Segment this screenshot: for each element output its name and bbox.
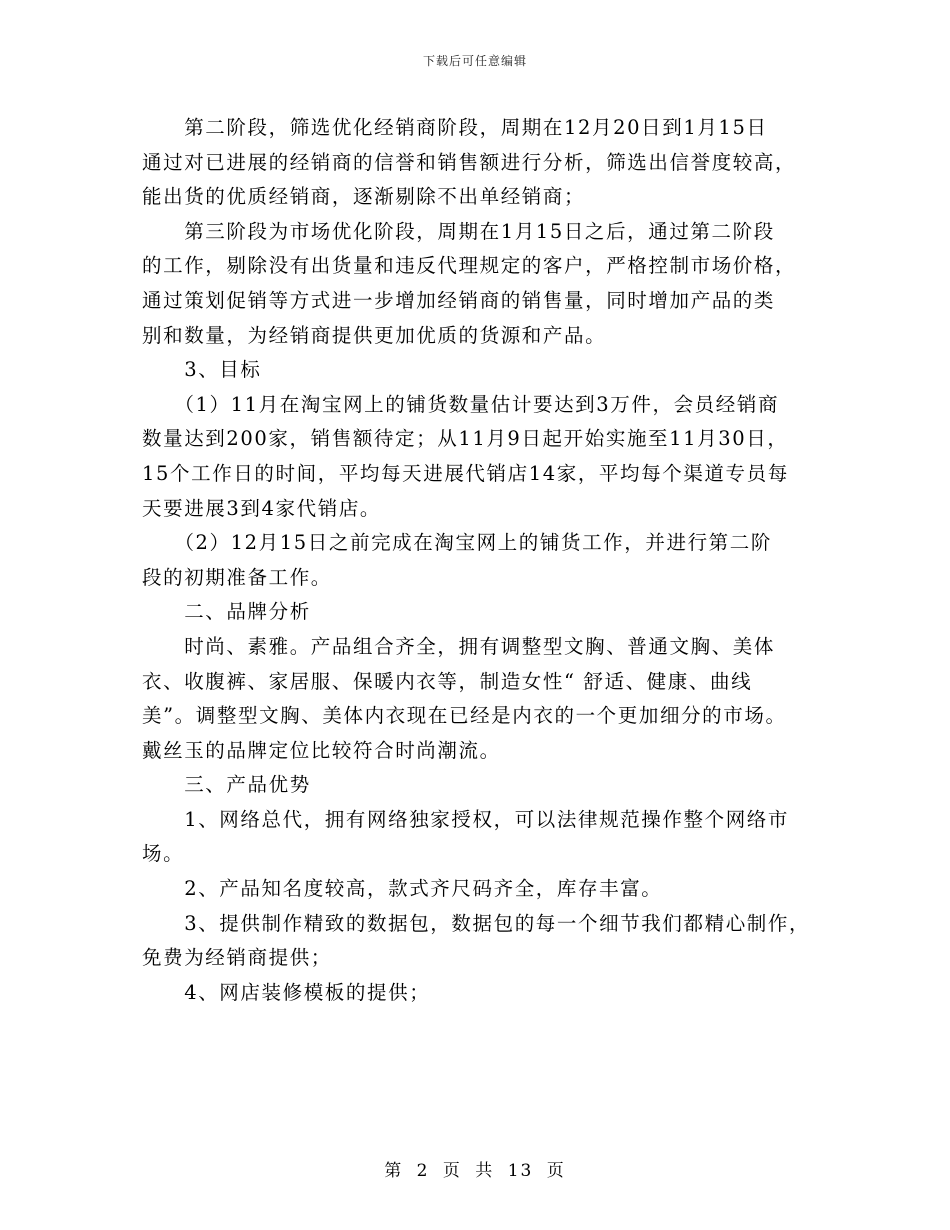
page-header: 下载后可任意编辑 [422,54,527,68]
text-line: 免费为经销商提供； [142,946,332,970]
text-line: 第三阶段为市场优化阶段，周期在1月15日之后，通过第二阶段 [142,219,775,243]
text-line: 2、产品知名度较高，款式齐尺码齐全，库存丰富。 [142,877,663,901]
text-line: 能出货的优质经销商，逐渐剔除不出单经销商； [142,185,586,209]
text-line: 3、提供制作精致的数据包，数据包的每一个细节我们都精心制作， [142,911,811,935]
text-line: 通过策划促销等方式进一步增加经销商的销售量，同时增加产品的类 [142,288,776,312]
text-line: 天要进展3到4家代销店。 [142,496,382,520]
text-line: 数量达到200家，销售额待定；从11月9日起开始实施至11月30日， [142,427,789,451]
text-line: 通过对已进展的经销商的信誉和销售额进行分析，筛选出信誉度较高， [142,150,797,174]
text-line: （2）12月15日之前完成在淘宝网上的铺货工作，并进行第二阶 [142,531,772,555]
text-line: 美”。调整型文胸、美体内衣现在已经是内衣的一个更加细分的市场。 [142,704,787,728]
text-line: 4、网店装修模板的提供； [142,980,431,1004]
text-line: 别和数量，为经销商提供更加优质的货源和产品。 [142,323,607,347]
text-line: 第二阶段，筛选优化经销商阶段，周期在12月20日到1月15日 [142,116,768,139]
text-line: 15个工作日的时间，平均每天进展代销店14家，平均每个渠道专员每 [142,461,789,485]
text-line: 时尚、素雅。产品组合齐全，拥有调整型文胸、普通文胸、美体 [142,634,776,658]
text-line: 戴丝玉的品牌定位比较符合时尚潮流。 [142,738,501,762]
page-number: 第 2 页 共 13 页 [384,1161,566,1181]
text-line: 衣、收腹裤、家居服、保暖内衣等，制造女性“ 舒适、健康、曲线 [142,669,753,693]
section-heading: 3、目标 [142,358,262,382]
text-line: （1）11月在淘宝网上的铺货数量估计要达到3万件，会员经销商 [142,392,780,416]
section-heading: 二、品牌分析 [142,600,311,624]
text-line: 的工作，剔除没有出货量和违反代理规定的客户，严格控制市场价格， [142,254,797,278]
section-heading: 三、产品优势 [142,773,311,797]
text-line: 场。 [142,842,185,866]
text-line: 1、网络总代，拥有网络独家授权，可以法律规范操作整个网络市 [142,807,790,831]
text-line: 段的初期准备工作。 [142,565,332,589]
body-text [142,111,812,1010]
